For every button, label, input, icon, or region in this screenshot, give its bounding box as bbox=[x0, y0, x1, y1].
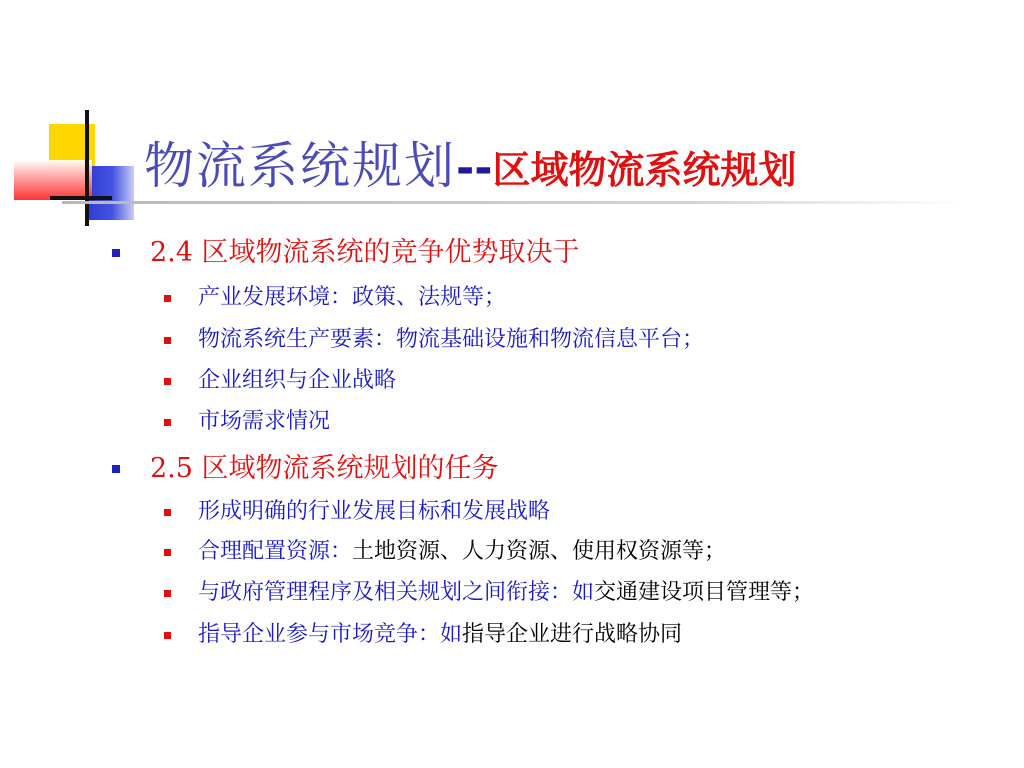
list-item-text: 企业组织与企业战略 bbox=[198, 368, 397, 393]
bullet-square-icon bbox=[164, 419, 171, 426]
title-subtitle: 区域物流系统规划 bbox=[492, 147, 797, 192]
title-underline-rule bbox=[62, 201, 964, 204]
decor-red-gradient-square bbox=[14, 160, 92, 200]
section-heading-text: 2.4 区域物流系统的竞争优势取决于 bbox=[150, 237, 580, 268]
list-item-text-plain: 交通建设项目管理等； bbox=[594, 580, 815, 605]
bullet-square-icon bbox=[164, 632, 171, 639]
bullet-square-icon bbox=[164, 590, 171, 597]
title-main: 物流系统规划 bbox=[144, 137, 456, 195]
bullet-square-icon bbox=[164, 378, 171, 385]
bullet-square-icon bbox=[164, 337, 171, 344]
decor-blue-square bbox=[86, 166, 134, 220]
decor-vertical-line bbox=[85, 110, 89, 226]
list-item-text-plain: 土地资源、人力资源、使用权资源等； bbox=[352, 539, 727, 564]
bullet-square-icon bbox=[112, 465, 120, 473]
bullet-square-icon bbox=[112, 249, 120, 257]
list-item-text: 物流系统生产要素：物流基础设施和物流信息平台； bbox=[198, 327, 705, 352]
bullet-square-icon bbox=[164, 509, 171, 516]
section-heading-text: 2.5 区域物流系统规划的任务 bbox=[150, 453, 499, 484]
bullet-square-icon bbox=[164, 295, 171, 302]
slide-title bbox=[144, 126, 797, 198]
bullet-square-icon bbox=[164, 549, 171, 556]
list-item-text: 形成明确的行业发展目标和发展战略 bbox=[198, 499, 551, 524]
list-item-text: 市场需求情况 bbox=[198, 409, 331, 434]
list-item-text: 指导企业参与市场竞争：如 bbox=[198, 622, 463, 647]
title-separator: -- bbox=[456, 143, 493, 194]
decor-horizontal-line bbox=[50, 196, 112, 200]
list-item-text: 与政府管理程序及相关规划之间衔接：如 bbox=[198, 580, 595, 605]
list-item-text-plain: 指导企业进行战略协同 bbox=[462, 622, 683, 647]
list-item-text: 合理配置资源： bbox=[198, 539, 353, 564]
list-item-text: 产业发展环境：政策、法规等； bbox=[198, 285, 507, 310]
